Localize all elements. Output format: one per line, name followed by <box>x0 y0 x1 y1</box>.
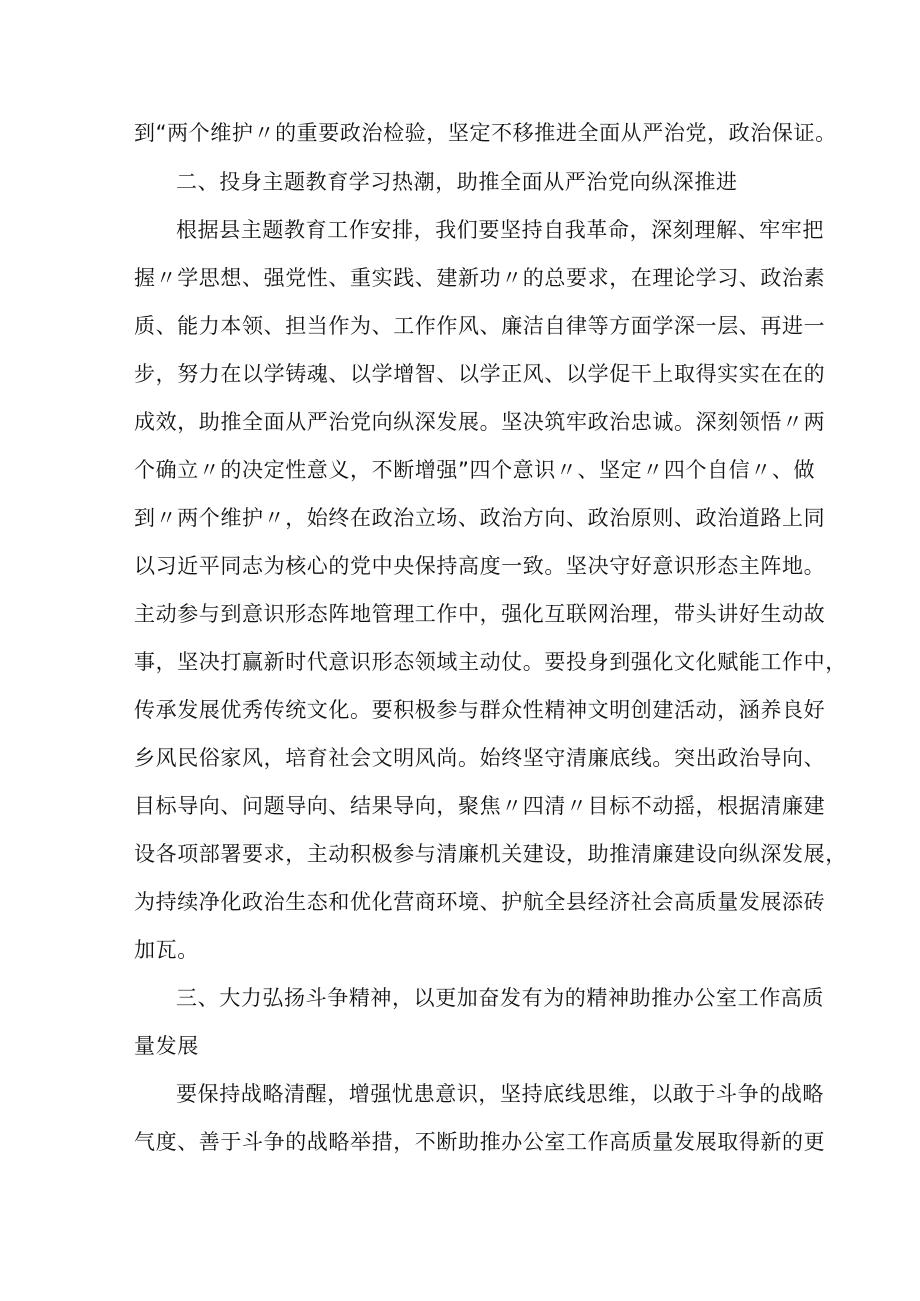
body-line-6: 步，努力在以学铸魂、以学增智、以学正风、以学促干上取得实实在在的 <box>134 362 826 386</box>
body-line-1: 到“两个维护〃的重要政治检验，坚定不移推进全面从严治党，政治保证。 <box>134 121 837 145</box>
section-heading-3-cont: 量发展 <box>134 1034 199 1058</box>
body-line-9: 到〃两个维护〃，始终在政治立场、政治方向、政治原则、政治道路上同 <box>134 506 826 530</box>
body-line-18: 加瓦。 <box>134 938 199 962</box>
body-line-12: 事，坚决打赢新时代意识形态领域主动仗。要投身到强化文化赋能工作中， <box>134 650 847 674</box>
body-line-10: 以习近平同志为核心的党中央保持高度一致。坚决守好意识形态主阵地。 <box>134 554 826 578</box>
body-line-5: 质、能力本领、担当作为、工作作风、廉洁自律等方面学深一层、再进一 <box>134 314 826 338</box>
body-line-22: 气度、善于斗争的战略举措，不断助推办公室工作高质量发展取得新的更 <box>134 1130 826 1154</box>
section-heading-2: 二、投身主题教育学习热潮，助推全面从严治党向纵深推进 <box>176 170 738 194</box>
body-line-15: 目标导向、问题导向、结果导向，聚焦〃四清〃目标不动摇，根据清廉建 <box>134 794 826 818</box>
body-line-14: 乡风民俗家风，培育社会文明风尚。始终坚守清廉底线。突出政治导向、 <box>134 746 826 770</box>
body-line-8: 个确立〃的决定性意义，不断增强”四个意识〃、坚定〃四个自信〃、做 <box>134 458 816 482</box>
body-line-3: 根据县主题教育工作安排，我们要坚持自我革命，深刻理解、牢牢把 <box>176 218 824 242</box>
body-line-11: 主动参与到意识形态阵地管理工作中，强化互联网治理，带头讲好生动故 <box>134 602 826 626</box>
body-line-4: 握〃学思想、强党性、重实践、建新功〃的总要求，在理论学习、政治素 <box>134 266 826 290</box>
body-line-17: 为持续净化政治生态和优化营商环境、护航全县经济社会高质量发展添砖 <box>134 890 826 914</box>
section-heading-3: 三、大力弘扬斗争精神，以更加奋发有为的精神助推办公室工作高质 <box>176 986 824 1010</box>
body-line-21: 要保持战略清醒，增强忧患意识，坚持底线思维，以敢于斗争的战略 <box>176 1082 824 1106</box>
body-line-13: 传承发展优秀传统文化。要积极参与群众性精神文明创建活动，涵养良好 <box>134 698 826 722</box>
body-line-16: 设各项部署要求，主动积极参与清廉机关建设，助推清廉建设向纵深发展， <box>134 842 847 866</box>
body-line-7: 成效，助推全面从严治党向纵深发展。坚决筑牢政治忠诚。深刻领悟〃两 <box>134 410 826 434</box>
